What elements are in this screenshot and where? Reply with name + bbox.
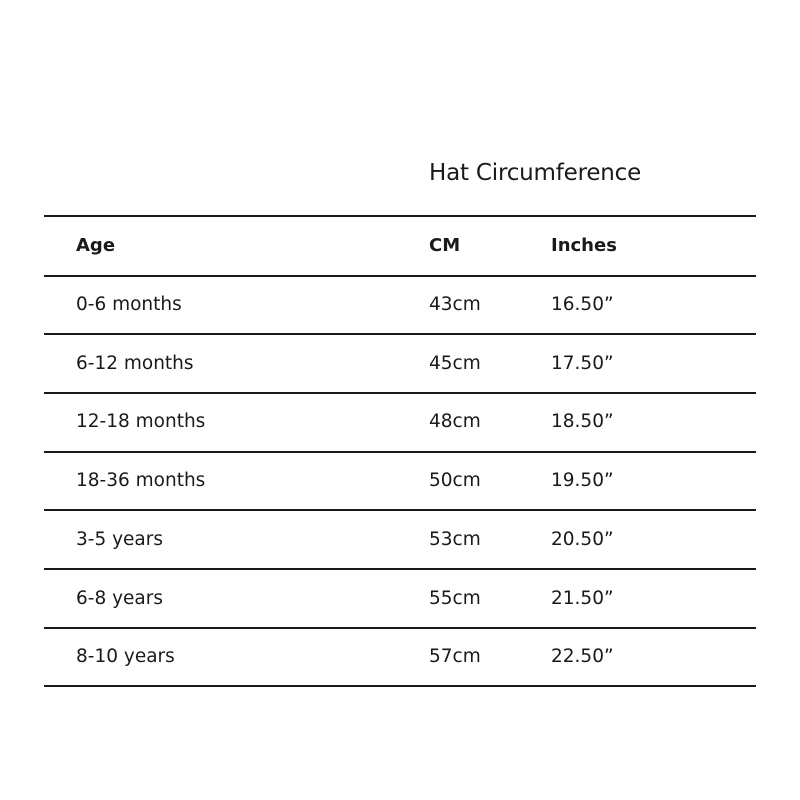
age-cell: 6-8 years — [76, 588, 164, 609]
table-row — [44, 570, 756, 628]
table-row — [44, 393, 756, 451]
table-bottom-rule — [44, 685, 756, 687]
age-cell: 12-18 months — [76, 411, 206, 432]
column-header-inches: Inches — [551, 235, 617, 256]
column-header-age: Age — [76, 235, 116, 256]
cm-cell: 53cm — [429, 529, 481, 550]
cm-cell: 55cm — [429, 588, 481, 609]
inches-cell: 22.50” — [551, 646, 614, 667]
table-title: Hat Circumference — [429, 160, 642, 186]
inches-cell: 17.50” — [551, 353, 614, 374]
table-row — [44, 628, 756, 686]
inches-cell: 20.50” — [551, 529, 614, 550]
cm-cell: 45cm — [429, 353, 481, 374]
cm-cell: 50cm — [429, 470, 481, 491]
table-row — [44, 335, 756, 393]
inches-cell: 18.50” — [551, 411, 614, 432]
cm-cell: 57cm — [429, 646, 481, 667]
table-row — [44, 452, 756, 510]
age-cell: 0-6 months — [76, 294, 182, 315]
cm-cell: 48cm — [429, 411, 481, 432]
size-chart-table — [44, 0, 756, 800]
age-cell: 8-10 years — [76, 646, 175, 667]
cm-cell: 43cm — [429, 294, 481, 315]
table-header-row — [44, 217, 756, 275]
table-row — [44, 511, 756, 569]
age-cell: 6-12 months — [76, 353, 194, 374]
inches-cell: 16.50” — [551, 294, 614, 315]
column-header-cm: CM — [429, 235, 461, 256]
inches-cell: 21.50” — [551, 588, 614, 609]
age-cell: 3-5 years — [76, 529, 164, 550]
inches-cell: 19.50” — [551, 470, 614, 491]
age-cell: 18-36 months — [76, 470, 206, 491]
table-row — [44, 276, 756, 334]
